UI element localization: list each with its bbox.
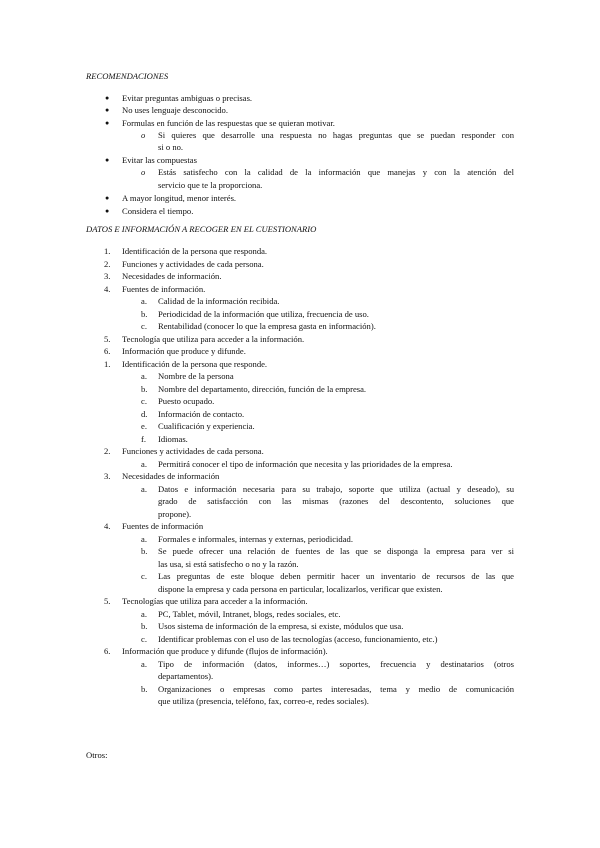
sub-list-item: Nombre de la persona (158, 371, 234, 381)
circle-bullet-icon: o (141, 130, 146, 140)
list-item: Fuentes de información. (122, 284, 206, 294)
sub-list-item: Se puede ofrecer una relación de fuentes de las que se disponga la empresa para ver si (158, 546, 514, 556)
sub-list-letter: b. (141, 621, 148, 631)
sub-list-item-continued: grado de satisfacción con las mismas (razones del descontento, soluciones que (158, 496, 514, 506)
section-heading-recomendaciones: RECOMENDACIONES (86, 71, 169, 81)
list-number: 6. (104, 646, 111, 656)
sub-list-item-continued: que utiliza (presencia, teléfono, fax, correo-e, redes sociales). (158, 696, 369, 706)
sub-list-item-continued: las usa, si está satisfecho o no y la razón. (158, 559, 299, 569)
list-number: 1. (104, 359, 111, 369)
sub-list-letter: a. (141, 534, 147, 544)
list-item: Información que produce y difunde (flujos de información). (122, 646, 328, 656)
list-item: Identificación de la persona que responde. (122, 359, 268, 369)
sub-list-letter: d. (141, 409, 148, 419)
list-item: Fuentes de información (122, 521, 204, 531)
sub-list-letter: b. (141, 546, 148, 556)
bullet-icon: ● (105, 94, 110, 102)
sub-list-item: Cualificación y experiencia. (158, 421, 255, 431)
list-item: Tecnología que utiliza para acceder a la información. (122, 334, 305, 344)
sub-list-item: Organizaciones o empresas como partes interesadas, tema y medio de comunicación (158, 684, 514, 694)
sub-list-item-continued: servicio que te la proporciona. (158, 180, 263, 190)
list-number: 2. (104, 446, 111, 456)
bullet-icon: ● (105, 194, 110, 202)
list-number: 4. (104, 284, 111, 294)
list-number: 1. (104, 246, 111, 256)
circle-bullet-icon: o (141, 167, 146, 177)
sub-list-item-continued: dispone la empresa y cada persona en particular, localizarlos, verificar que existen. (158, 584, 443, 594)
list-number: 5. (104, 596, 111, 606)
sub-list-letter: a. (141, 659, 147, 669)
sub-list-letter: c. (141, 571, 147, 581)
section-heading-datos: DATOS E INFORMACIÓN A RECOGER EN EL CUESTIONARIO (86, 224, 317, 234)
list-number: 3. (104, 271, 111, 281)
sub-list-item-continued: si o no. (158, 142, 184, 152)
list-item: Necesidades de información (122, 471, 220, 481)
sub-list-item: Nombre del departamento, dirección, función de la empresa. (158, 384, 367, 394)
list-number: 4. (104, 521, 111, 531)
list-number: 2. (104, 259, 111, 269)
bullet-icon: ● (105, 156, 110, 164)
sub-list-item: Identificar problemas con el uso de las tecnologías (acceso, funcionamiento, etc.) (158, 634, 438, 644)
sub-list-item: Rentabilidad (conocer lo que la empresa gasta en información). (158, 321, 376, 331)
list-item: Información que produce y difunde. (122, 346, 246, 356)
otros-label: Otros: (86, 750, 108, 760)
list-item: Funciones y actividades de cada persona. (122, 259, 264, 269)
sub-list-item-continued: propone). (158, 509, 192, 519)
sub-list-letter: c. (141, 634, 147, 644)
bullet-icon: ● (105, 207, 110, 215)
sub-list-letter: b. (141, 309, 148, 319)
list-item: Identificación de la persona que responda. (122, 246, 268, 256)
list-item: Considera el tiempo. (122, 206, 194, 216)
list-item: Evitar las compuestas (122, 155, 197, 165)
sub-list-item: Datos e información necesaria para su trabajo, soporte que utiliza (actual y deseado), su (158, 484, 514, 494)
sub-list-letter: a. (141, 371, 147, 381)
bullet-icon: ● (105, 119, 110, 127)
sub-list-letter: a. (141, 296, 147, 306)
sub-list-item: Tipo de información (datos, informes…) soportes, frecuencia y destinatarios (otros (158, 659, 514, 669)
sub-list-letter: c. (141, 396, 147, 406)
sub-list-item: Si quieres que desarrolle una respuesta no hagas preguntas que se puedan responder con (158, 130, 514, 140)
bullet-icon: ● (105, 106, 110, 114)
sub-list-item: Información de contacto. (158, 409, 245, 419)
sub-list-letter: e. (141, 421, 147, 431)
sub-list-item: Usos sistema de información de la empresa, si existe, módulos que usa. (158, 621, 404, 631)
sub-list-letter: c. (141, 321, 147, 331)
list-number: 5. (104, 334, 111, 344)
sub-list-letter: f. (141, 434, 147, 444)
sub-list-item: Calidad de la información recibida. (158, 296, 280, 306)
sub-list-item: PC, Tablet, móvil, Intranet, blogs, redes sociales, etc. (158, 609, 341, 619)
sub-list-letter: b. (141, 684, 148, 694)
list-number: 3. (104, 471, 111, 481)
sub-list-item: Estás satisfecho con la calidad de la información que manejas y con la atención del (158, 167, 514, 177)
sub-list-item: Idiomas. (158, 434, 188, 444)
list-item: Funciones y actividades de cada persona. (122, 446, 264, 456)
list-item: Evitar preguntas ambiguas o precisas. (122, 93, 253, 103)
sub-list-letter: a. (141, 609, 147, 619)
sub-list-letter: a. (141, 484, 147, 494)
sub-list-item: Permitirá conocer el tipo de información que necesita y las prioridades de la empresa. (158, 459, 453, 469)
list-item: Tecnologías que utiliza para acceder a la información. (122, 596, 308, 606)
list-item: Necesidades de información. (122, 271, 222, 281)
sub-list-item-continued: departamentos). (158, 671, 214, 681)
sub-list-item: Periodicidad de la información que utiliza, frecuencia de uso. (158, 309, 369, 319)
sub-list-item: Formales e informales, internas y externas, periodicidad. (158, 534, 353, 544)
list-item: No uses lenguaje desconocido. (122, 105, 228, 115)
list-number: 6. (104, 346, 111, 356)
list-item: A mayor longitud, menor interés. (122, 193, 237, 203)
sub-list-item: Puesto ocupado. (158, 396, 215, 406)
sub-list-item: Las preguntas de este bloque deben permitir hacer un inventario de recursos de las que (158, 571, 514, 581)
sub-list-letter: b. (141, 384, 148, 394)
list-item: Formulas en función de las respuestas que se quieran motivar. (122, 118, 335, 128)
sub-list-letter: a. (141, 459, 147, 469)
